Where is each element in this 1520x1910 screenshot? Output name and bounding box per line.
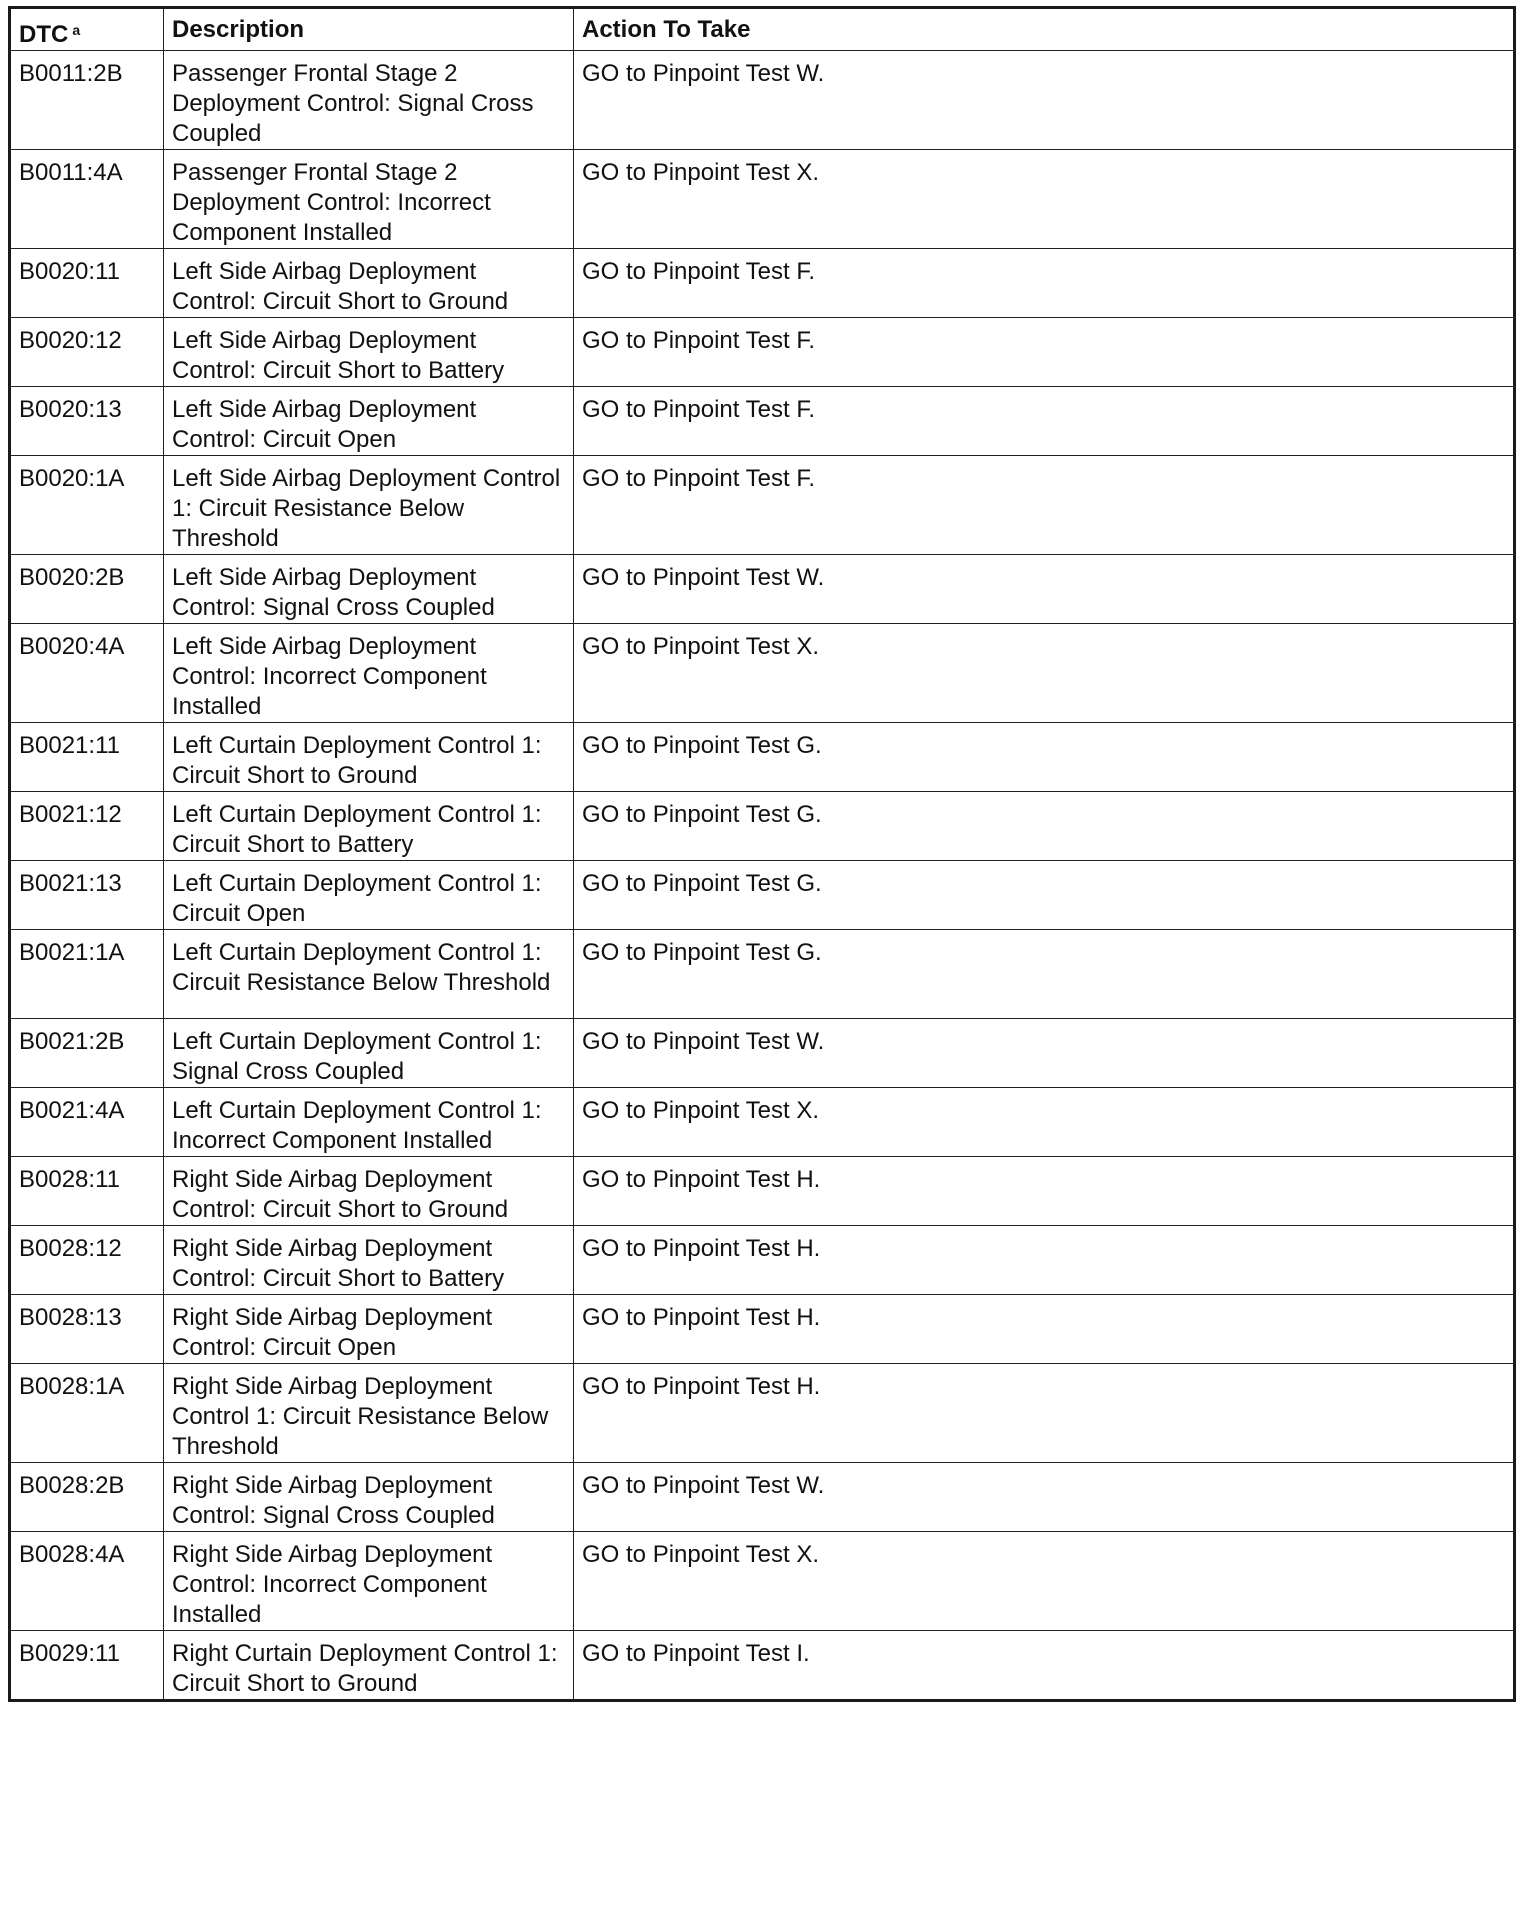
table-row	[10, 387, 1515, 456]
description-cell: Left Curtain Deployment Control 1: Circuit Resistance Below Threshold	[164, 930, 574, 1019]
dtc-cell: B0021:2B	[10, 1019, 164, 1088]
header-dtc	[10, 8, 164, 51]
dtc-cell: B0021:4A	[10, 1088, 164, 1157]
action-cell: GO to Pinpoint Test W.	[574, 1463, 1515, 1532]
header-dtc-footnote: a	[72, 22, 81, 38]
dtc-cell: B0020:11	[10, 249, 164, 318]
action-cell: GO to Pinpoint Test G.	[574, 861, 1515, 930]
table-row	[10, 861, 1515, 930]
action-cell: GO to Pinpoint Test F.	[574, 318, 1515, 387]
table-row	[10, 1157, 1515, 1226]
table-row	[10, 51, 1515, 150]
table-row	[10, 456, 1515, 555]
description-cell: Left Curtain Deployment Control 1: Signal Cross Coupled	[164, 1019, 574, 1088]
action-cell: GO to Pinpoint Test X.	[574, 150, 1515, 249]
table-row	[10, 792, 1515, 861]
description-cell: Right Curtain Deployment Control 1: Circuit Short to Ground	[164, 1631, 574, 1701]
description-cell: Left Curtain Deployment Control 1: Incorrect Component Installed	[164, 1088, 574, 1157]
action-cell: GO to Pinpoint Test W.	[574, 555, 1515, 624]
action-cell: GO to Pinpoint Test G.	[574, 792, 1515, 861]
description-cell: Right Side Airbag Deployment Control: Signal Cross Coupled	[164, 1463, 574, 1532]
description-cell: Right Side Airbag Deployment Control: Circuit Short to Battery	[164, 1226, 574, 1295]
description-cell: Left Side Airbag Deployment Control 1: Circuit Resistance Below Threshold	[164, 456, 574, 555]
table-header	[10, 8, 1515, 51]
table-row	[10, 249, 1515, 318]
table-row	[10, 1295, 1515, 1364]
action-cell: GO to Pinpoint Test H.	[574, 1226, 1515, 1295]
dtc-cell: B0021:12	[10, 792, 164, 861]
dtc-cell: B0028:11	[10, 1157, 164, 1226]
table-row	[10, 624, 1515, 723]
table-row	[10, 1019, 1515, 1088]
dtc-cell: B0020:2B	[10, 555, 164, 624]
header-dtc-label: DTC	[19, 21, 69, 48]
table-row	[10, 1631, 1515, 1701]
dtc-cell: B0020:4A	[10, 624, 164, 723]
description-cell: Right Side Airbag Deployment Control: Circuit Open	[164, 1295, 574, 1364]
dtc-cell: B0020:1A	[10, 456, 164, 555]
dtc-cell: B0011:2B	[10, 51, 164, 150]
action-cell: GO to Pinpoint Test W.	[574, 51, 1515, 150]
dtc-cell: B0028:1A	[10, 1364, 164, 1463]
table-row	[10, 1532, 1515, 1631]
dtc-cell: B0028:13	[10, 1295, 164, 1364]
table-row	[10, 1088, 1515, 1157]
description-cell: Left Side Airbag Deployment Control: Circuit Open	[164, 387, 574, 456]
description-cell: Left Side Airbag Deployment Control: Circuit Short to Battery	[164, 318, 574, 387]
header-row	[10, 8, 1515, 51]
table-body	[10, 51, 1515, 1701]
action-cell: GO to Pinpoint Test H.	[574, 1295, 1515, 1364]
table-row	[10, 1463, 1515, 1532]
table-row	[10, 318, 1515, 387]
description-cell: Left Curtain Deployment Control 1: Circuit Short to Battery	[164, 792, 574, 861]
table-row	[10, 930, 1515, 1019]
action-cell: GO to Pinpoint Test H.	[574, 1364, 1515, 1463]
dtc-cell: B0029:11	[10, 1631, 164, 1701]
description-cell: Right Side Airbag Deployment Control 1: Circuit Resistance Below Threshold	[164, 1364, 574, 1463]
description-cell: Passenger Frontal Stage 2 Deployment Control: Signal Cross Coupled	[164, 51, 574, 150]
action-cell: GO to Pinpoint Test I.	[574, 1631, 1515, 1701]
action-cell: GO to Pinpoint Test G.	[574, 723, 1515, 792]
dtc-cell: B0021:11	[10, 723, 164, 792]
action-cell: GO to Pinpoint Test G.	[574, 930, 1515, 1019]
table-row	[10, 1226, 1515, 1295]
dtc-cell: B0011:4A	[10, 150, 164, 249]
action-cell: GO to Pinpoint Test F.	[574, 456, 1515, 555]
description-cell: Passenger Frontal Stage 2 Deployment Control: Incorrect Component Installed	[164, 150, 574, 249]
dtc-cell: B0021:1A	[10, 930, 164, 1019]
description-cell: Right Side Airbag Deployment Control: Incorrect Component Installed	[164, 1532, 574, 1631]
action-cell: GO to Pinpoint Test X.	[574, 1088, 1515, 1157]
action-cell: GO to Pinpoint Test X.	[574, 624, 1515, 723]
header-description: Description	[164, 8, 574, 51]
dtc-cell: B0028:2B	[10, 1463, 164, 1532]
dtc-cell: B0020:12	[10, 318, 164, 387]
action-cell: GO to Pinpoint Test H.	[574, 1157, 1515, 1226]
description-cell: Left Side Airbag Deployment Control: Circuit Short to Ground	[164, 249, 574, 318]
description-cell: Right Side Airbag Deployment Control: Circuit Short to Ground	[164, 1157, 574, 1226]
description-cell: Left Curtain Deployment Control 1: Circuit Open	[164, 861, 574, 930]
action-cell: GO to Pinpoint Test X.	[574, 1532, 1515, 1631]
description-cell: Left Side Airbag Deployment Control: Incorrect Component Installed	[164, 624, 574, 723]
dtc-cell: B0028:4A	[10, 1532, 164, 1631]
dtc-table	[8, 6, 1516, 1702]
description-cell: Left Curtain Deployment Control 1: Circuit Short to Ground	[164, 723, 574, 792]
action-cell: GO to Pinpoint Test F.	[574, 387, 1515, 456]
description-cell: Left Side Airbag Deployment Control: Signal Cross Coupled	[164, 555, 574, 624]
table-row	[10, 555, 1515, 624]
table-row	[10, 723, 1515, 792]
table-row	[10, 150, 1515, 249]
dtc-cell: B0020:13	[10, 387, 164, 456]
header-action: Action To Take	[574, 8, 1515, 51]
dtc-cell: B0028:12	[10, 1226, 164, 1295]
table-row	[10, 1364, 1515, 1463]
dtc-cell: B0021:13	[10, 861, 164, 930]
action-cell: GO to Pinpoint Test F.	[574, 249, 1515, 318]
action-cell: GO to Pinpoint Test W.	[574, 1019, 1515, 1088]
